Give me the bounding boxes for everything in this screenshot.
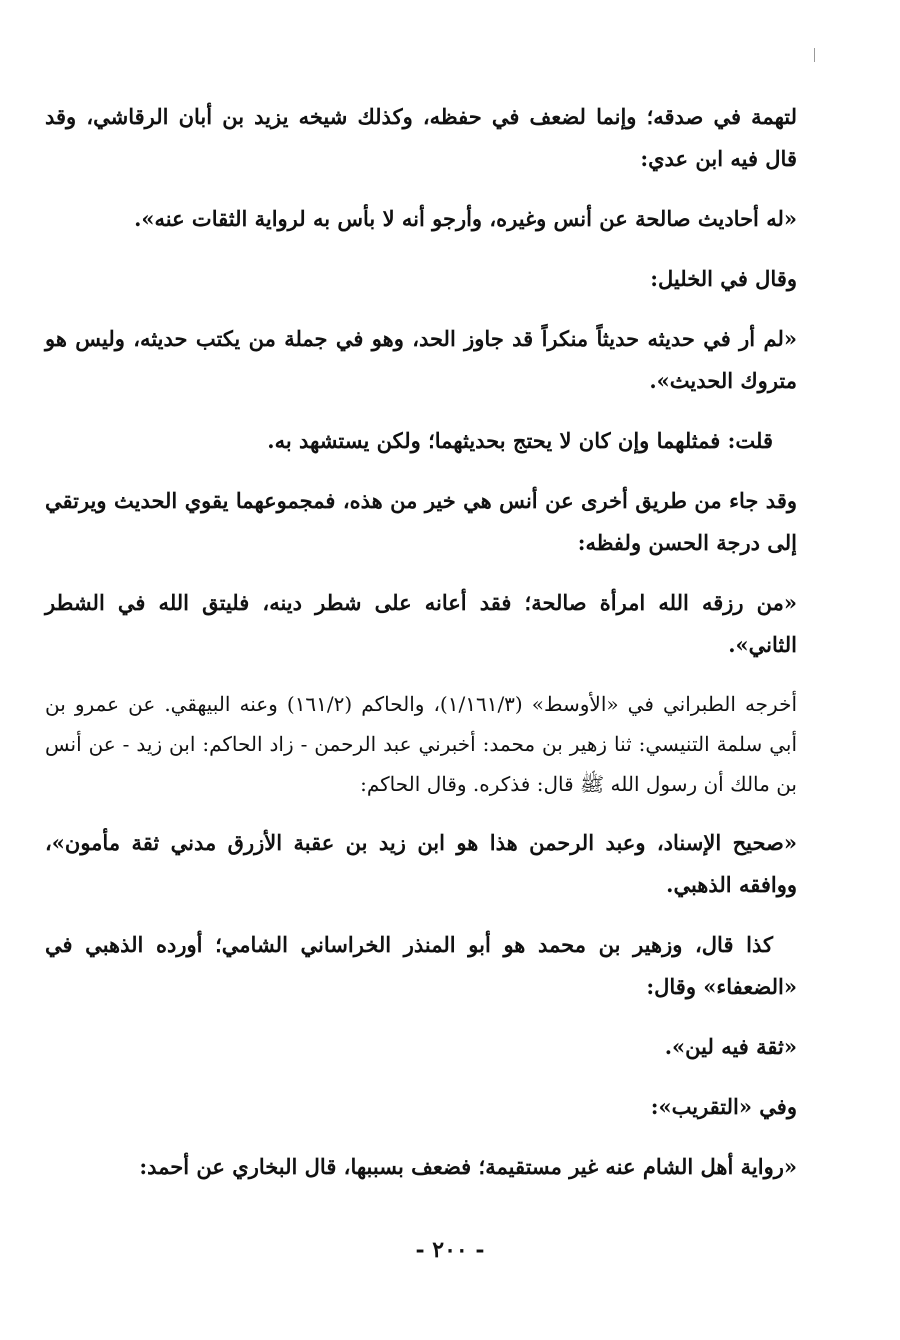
page-body [45, 96, 797, 1206]
page-number: - ٢٠٠ - [415, 1237, 485, 1263]
margin-tick-mark [814, 48, 815, 62]
quote-hakim: «صحيح الإسناد، وعبد الرحمن هذا هو ابن زيد بن عقبة الأزرق مدني ثقة مأمون»، ووافقه الذهبي. [45, 830, 797, 897]
quote-hadith-text: «من رزقه الله امرأة صالحة؛ فقد أعانه على شطر دينه، فليتق الله في الشطر الثاني». [45, 590, 797, 657]
quote-riwaya-ahl-sham: «رواية أهل الشام عنه غير مستقيمة؛ فضعف بسببها، قال البخاري عن أحمد: [139, 1154, 797, 1179]
paragraph-taqrib: وفي «التقريب»: [650, 1094, 797, 1119]
paragraph-takhrij: أخرجه الطبراني في «الأوسط» (١/١٦١/٣)، والحاكم (١٦١/٢) وعنه البيهقي. عن عمرو بن أبي سلمة التنيسي: ثنا زهير بن محمد: أخبرني عبد الرحمن - زاد الحاكم: ابن زيد - عن أنس بن مالك أن رسول الله ﷺ قال: فذكره. وقال الحاكم: [45, 692, 797, 796]
quote-thiqa-fihi-lin: «ثقة فيه لين». [664, 1034, 797, 1059]
paragraph-zuhayr: كذا قال، وزهير بن محمد هو أبو المنذر الخراساني الشامي؛ أورده الذهبي في «الضعفاء» وقال: [45, 932, 797, 999]
paragraph-khalili-intro: وقال في الخليل: [650, 266, 797, 291]
paragraph-1: لتهمة في صدقه؛ وإنما لضعف في حفظه، وكذلك شيخه يزيد بن أبان الرقاشي، وقد قال فيه ابن عدي: [45, 104, 797, 171]
quote-khalili: «لم أر في حديثه حديثاً منكراً قد جاوز الحد، وهو في جملة من يكتب حديثه، وليس هو متروك الحديث». [45, 326, 797, 393]
paragraph-qultu: قلت: فمثلهما وإن كان لا يحتج بحديثهما؛ ولكن يستشهد به. [267, 428, 773, 453]
paragraph-another-route: وقد جاء من طريق أخرى عن أنس هي خير من هذه، فمجموعهما يقوي الحديث ويرتقي إلى درجة الحسن ولفظه: [45, 488, 797, 555]
quote-ibn-adi: «له أحاديث صالحة عن أنس وغيره، وأرجو أنه لا بأس به لرواية الثقات عنه». [134, 206, 797, 231]
